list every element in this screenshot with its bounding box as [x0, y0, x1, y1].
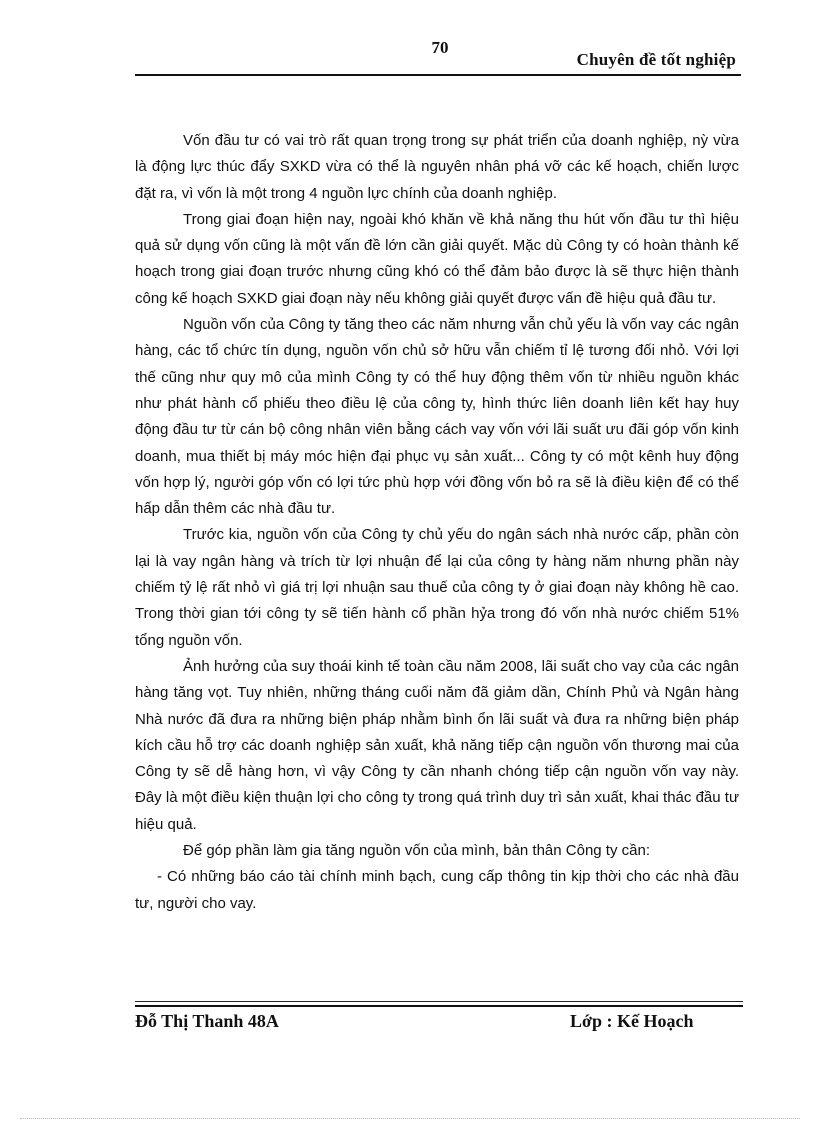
paragraph: Ảnh hưởng của suy thoái kinh tế toàn cầu năm 2008, lãi suất cho vay của các ngân hàng tăng vọt. Tuy nhiên, những tháng cuối năm đã giảm dần, Chính Phủ và Ngân hàng Nhà nước đã đưa ra những biện pháp nhằm bình ổn lãi suất và đưa ra những biện pháp kích cầu hỗ trợ các doanh nghiệp sản xuất, khả năng tiếp cận nguồn vốn thương mai của Công ty sẽ dễ hàng hơn, vì vậy Công ty cần nhanh chóng tiếp cận nguồn vốn vay này. Đây là một điều kiện thuận lợi cho công ty trong quá trình duy trì sản xuất, khai thác đầu tư hiệu quả. — [135, 657, 739, 833]
footer-author: Đỗ Thị Thanh 48A — [135, 1011, 279, 1031]
paragraph: Để góp phần làm gia tăng nguồn vốn của mình, bản thân Công ty cần: — [183, 842, 650, 860]
paragraph: Trước kia, nguồn vốn của Công ty chủ yếu do ngân sách nhà nước cấp, phần còn lại là vay ngân hàng và trích từ lợi nhuận để lại của công ty hàng năm nhưng phần này chiếm tỷ lệ rất nhỏ vì giá trị lợi nhuận sau thuế của công ty ở giai đoạn này không hề cao. Trong thời gian tới công ty sẽ tiến hành cổ phần hỷa trong đó vốn nhà nước chiếm 51% tổng nguồn vốn. — [135, 526, 739, 649]
bullet-item: - Có những báo cáo tài chính minh bạch, cung cấp thông tin kịp thời cho các nhà đầu tư, người cho vay. — [135, 868, 739, 912]
document-body — [135, 128, 739, 917]
footer-divider-thick — [135, 1005, 743, 1007]
footer-divider-thin — [135, 1001, 743, 1002]
page-number: 70 — [431, 38, 449, 57]
paragraph: Vốn đầu tư có vai trò rất quan trọng trong sự phát triển của doanh nghiệp, nỳ vừa là động lực thúc đẩy SXKD vừa có thể là nguyên nhân phá vỡ các kế hoạch, chiến lược đặt ra, vì vốn là một trong 4 nguồn lực chính của doanh nghiệp. — [135, 132, 739, 202]
paragraph: Nguồn vốn của Công ty tăng theo các năm nhưng vẫn chủ yếu là vốn vay các ngân hàng, các tổ chức tín dụng, nguồn vốn chủ sở hữu vẫn chiếm tỉ lệ tương đối nhỏ. Với lợi thế cũng như quy mô của mình Công ty có thể huy động thêm vốn từ nhiều nguồn khác như phát hành cổ phiếu theo điều lệ của công ty, hình thức liên doanh liên kết hay huy động đầu tư từ cán bộ công nhân viên bằng cách vay vốn với lãi suất ưu đãi góp vốn kinh doanh, mua thiết bị máy móc hiện đại phục vụ sản xuất... Công ty có một kênh huy động vốn hợp lý, người góp vốn có lợi tức phù hợp với đồng vốn bỏ ra sẽ là điều kiện để có thể hấp dẫn thêm các nhà đầu tư. — [135, 316, 739, 518]
document-header-title: Chuyên đề tốt nghiệp — [576, 50, 736, 69]
header-divider — [135, 74, 741, 76]
page-edge-divider — [20, 1118, 800, 1119]
paragraph: Trong giai đoạn hiện nay, ngoài khó khăn về khả năng thu hút vốn đầu tư thì hiệu quả sử dụng vốn cũng là một vấn đề lớn cần giải quyết. Mặc dù Công ty có hoàn thành kế hoạch trong giai đoạn trước nhưng cũng khó có thể đảm bảo được là sẽ thực hiện thành công kế hoạch SXKD giai đoạn này nếu không giải quyết được vấn đề hiệu quả đầu tư. — [135, 210, 739, 307]
footer-class: Lớp : Kế Hoạch — [570, 1011, 694, 1031]
